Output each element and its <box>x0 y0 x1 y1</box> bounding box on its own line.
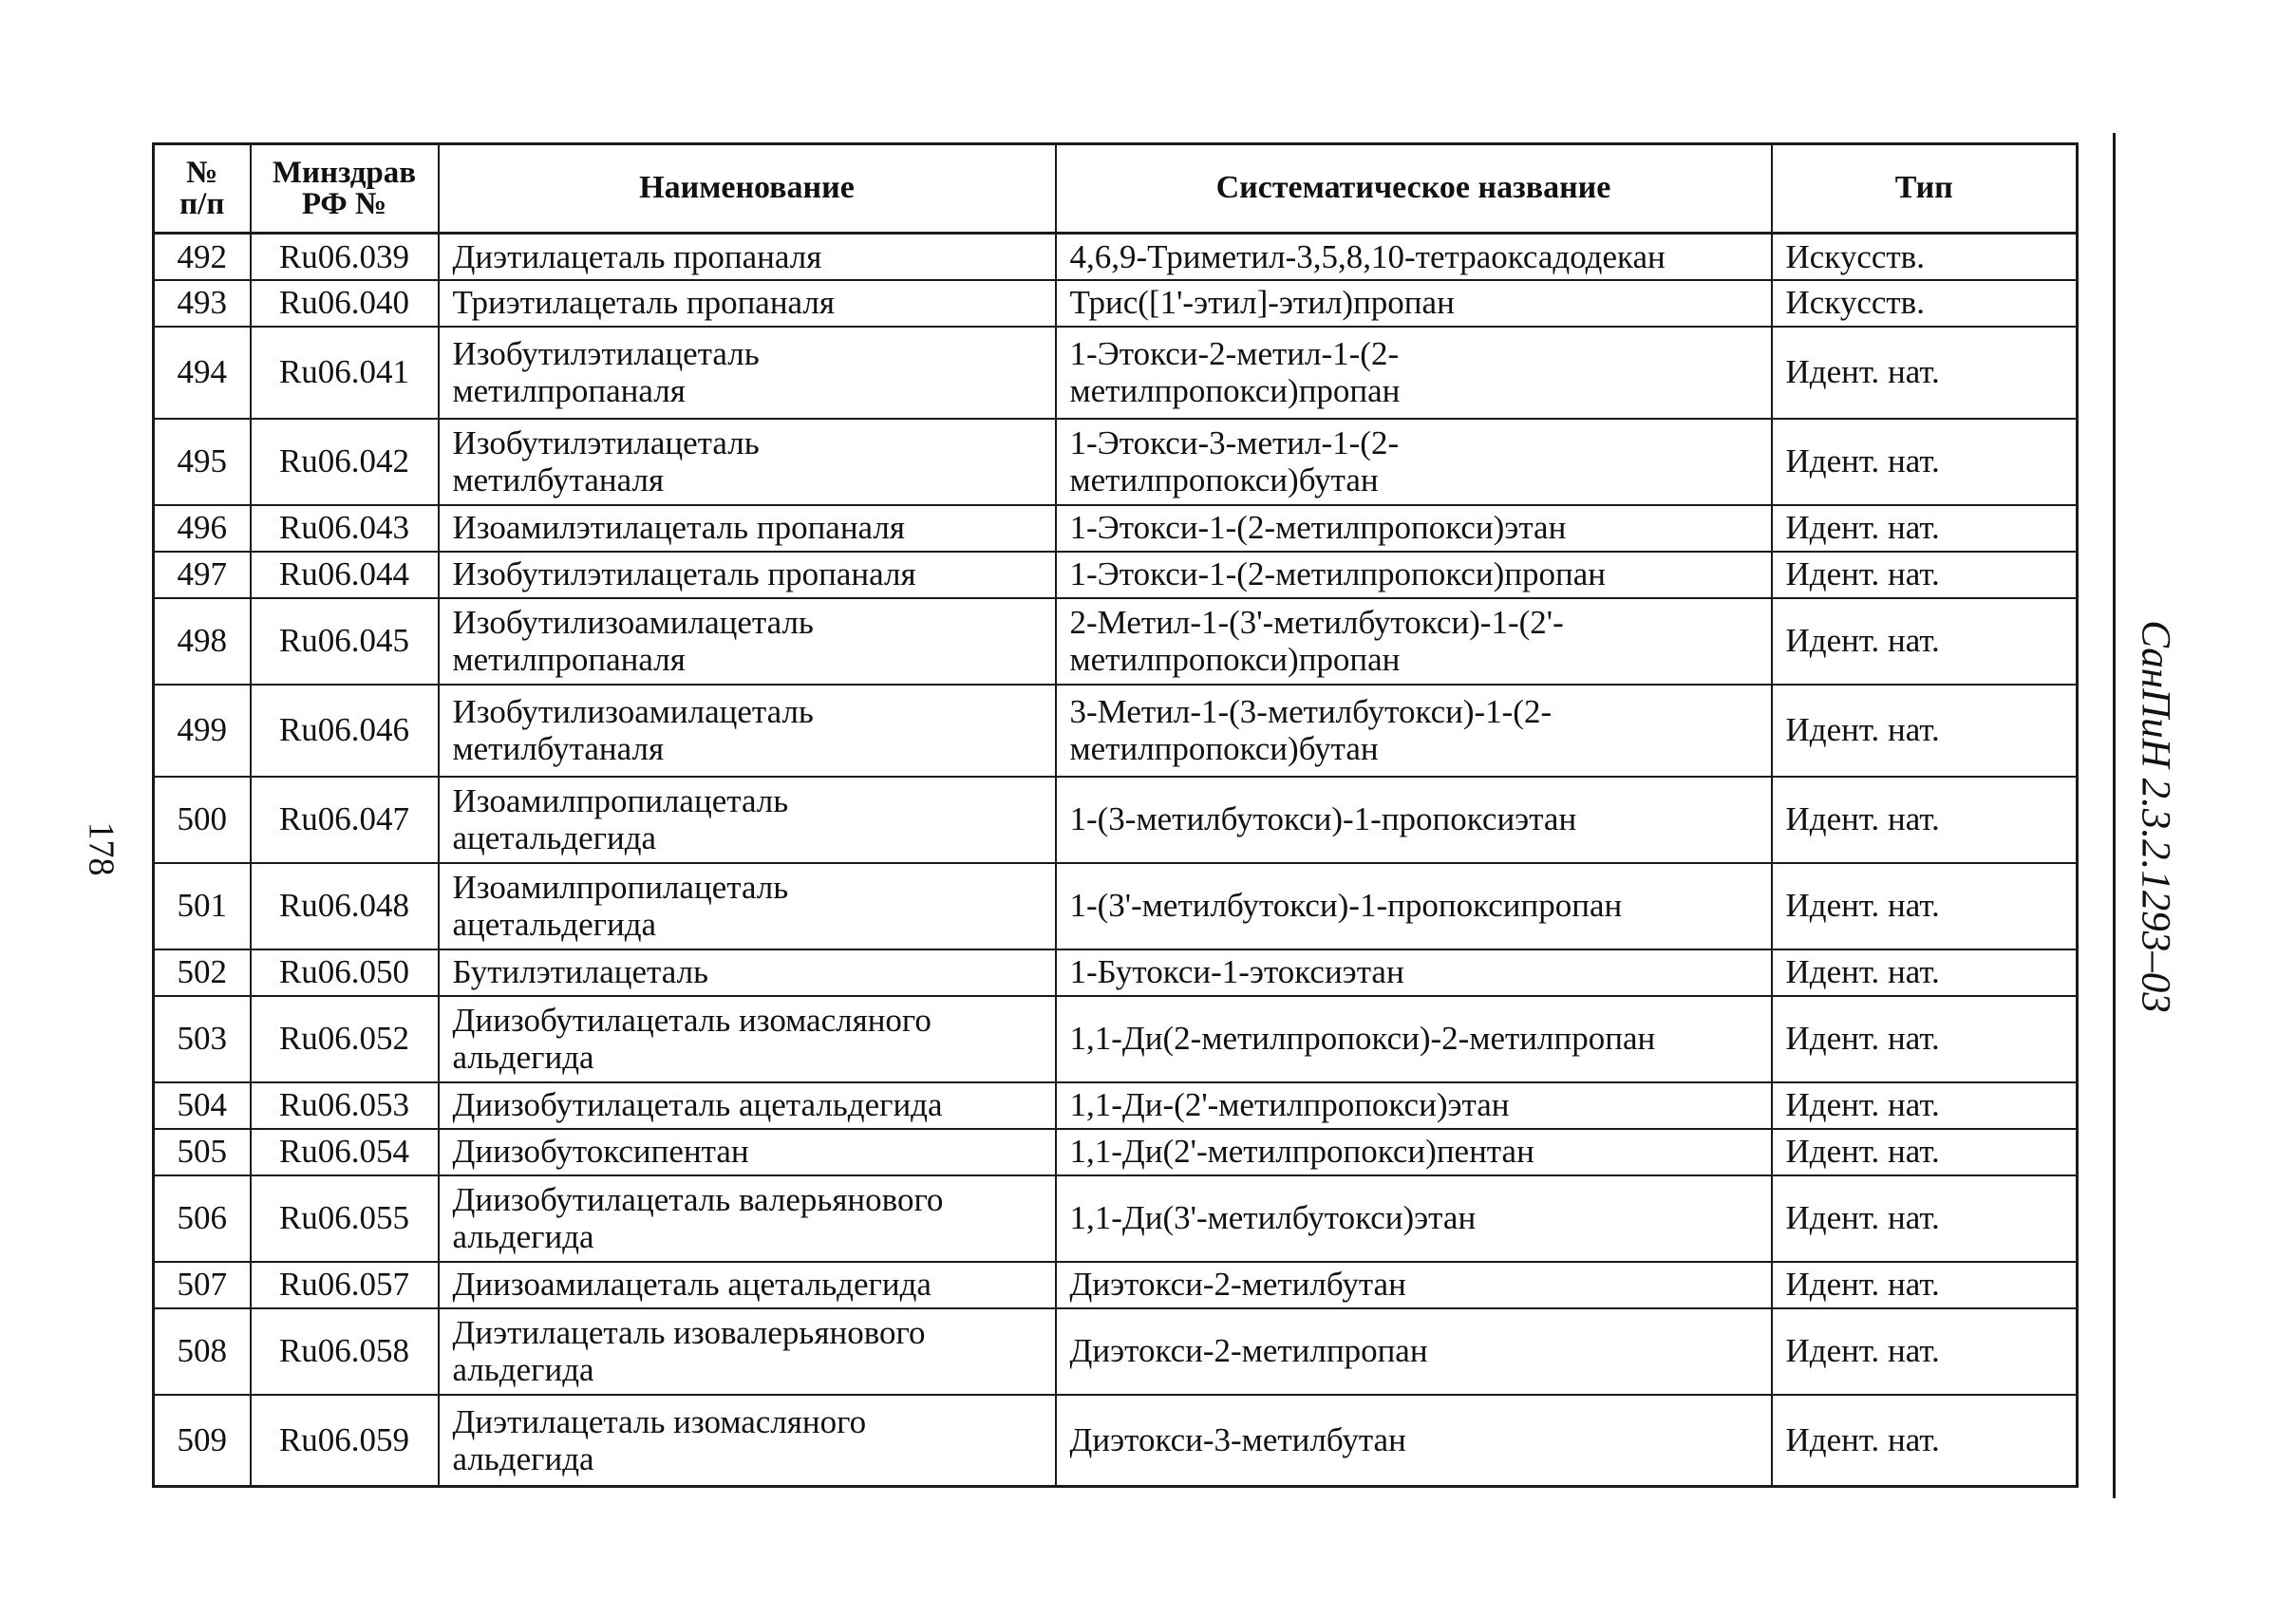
cell-index: 498 <box>154 598 251 685</box>
cell-ministry-number: Ru06.046 <box>251 685 439 777</box>
cell-ministry-number: Ru06.050 <box>251 949 439 996</box>
cell-name: Диизобутилацеталь ацетальдегида <box>439 1082 1056 1129</box>
cell-systematic-name: 1-Бутокси-1-этоксиэтан <box>1056 949 1772 996</box>
cell-ministry-number: Ru06.048 <box>251 863 439 949</box>
cell-systematic-name: 1-Этокси-1-(2-метилпропокси)этан <box>1056 505 1772 552</box>
cell-ministry-number: Ru06.044 <box>251 552 439 598</box>
cell-type: Идент. нат. <box>1772 419 2078 505</box>
page-number: 178 <box>81 821 122 876</box>
cell-index: 504 <box>154 1082 251 1129</box>
table-row <box>154 996 2078 1082</box>
cell-systematic-name: Трис([1'-этил]-этил)пропан <box>1056 280 1772 327</box>
cell-name: Диэтилацеталь изомасляного альдегида <box>439 1395 1056 1487</box>
cell-type: Идент. нат. <box>1772 1308 2078 1395</box>
cell-systematic-name: Диэтокси-3-метилбутан <box>1056 1395 1772 1487</box>
table-row <box>154 280 2078 327</box>
table-row <box>154 419 2078 505</box>
header-systematic-name: Систематическое название <box>1056 144 1772 234</box>
cell-index: 508 <box>154 1308 251 1395</box>
table-row <box>154 1082 2078 1129</box>
cell-ministry-number: Ru06.058 <box>251 1308 439 1395</box>
cell-ministry-number: Ru06.054 <box>251 1129 439 1175</box>
cell-type: Идент. нат. <box>1772 863 2078 949</box>
cell-index: 503 <box>154 996 251 1082</box>
cell-name: Изоамилпропилацеталь ацетальдегида <box>439 863 1056 949</box>
cell-index: 505 <box>154 1129 251 1175</box>
cell-systematic-name: 1-Этокси-1-(2-метилпропокси)пропан <box>1056 552 1772 598</box>
header-index: № п/п <box>154 144 251 234</box>
table-row <box>154 1308 2078 1395</box>
cell-type: Идент. нат. <box>1772 505 2078 552</box>
table-row <box>154 552 2078 598</box>
table-row <box>154 1175 2078 1262</box>
cell-index: 494 <box>154 327 251 419</box>
table-row <box>154 1395 2078 1487</box>
cell-ministry-number: Ru06.047 <box>251 777 439 863</box>
cell-name: Диизобутоксипентан <box>439 1129 1056 1175</box>
table-row <box>154 949 2078 996</box>
cell-systematic-name: 1,1-Ди(2-метилпропокси)-2-метилпропан <box>1056 996 1772 1082</box>
cell-systematic-name: 1-Этокси-3-метил-1-(2- метилпропокси)бутан <box>1056 419 1772 505</box>
cell-name: Диэтилацеталь пропаналя <box>439 234 1056 280</box>
cell-systematic-name: 4,6,9-Триметил-3,5,8,10-тетраоксадодекан <box>1056 234 1772 280</box>
cell-ministry-number: Ru06.039 <box>251 234 439 280</box>
header-type: Тип <box>1772 144 2078 234</box>
cell-type: Идент. нат. <box>1772 685 2078 777</box>
cell-name: Диизобутилацеталь валерьянового альдегида <box>439 1175 1056 1262</box>
cell-index: 497 <box>154 552 251 598</box>
cell-ministry-number: Ru06.053 <box>251 1082 439 1129</box>
cell-name: Изоамилпропилацеталь ацетальдегида <box>439 777 1056 863</box>
cell-name: Изобутилэтилацеталь метилпропаналя <box>439 327 1056 419</box>
cell-ministry-number: Ru06.059 <box>251 1395 439 1487</box>
cell-index: 495 <box>154 419 251 505</box>
cell-systematic-name: Диэтокси-2-метилбутан <box>1056 1262 1772 1308</box>
cell-systematic-name: 3-Метил-1-(3-метилбутокси)-1-(2- метилпропокси)бутан <box>1056 685 1772 777</box>
table-row <box>154 685 2078 777</box>
cell-index: 496 <box>154 505 251 552</box>
cell-systematic-name: 1-(3'-метилбутокси)-1-пропоксипропан <box>1056 863 1772 949</box>
cell-index: 509 <box>154 1395 251 1487</box>
cell-systematic-name: Диэтокси-2-метилпропан <box>1056 1308 1772 1395</box>
table-row <box>154 598 2078 685</box>
header-ministry-number: Минздрав РФ № <box>251 144 439 234</box>
table-row <box>154 863 2078 949</box>
cell-index: 500 <box>154 777 251 863</box>
cell-systematic-name: 1-Этокси-2-метил-1-(2- метилпропокси)пропан <box>1056 327 1772 419</box>
cell-index: 493 <box>154 280 251 327</box>
table-row <box>154 234 2078 280</box>
cell-name: Диэтилацеталь изовалерьянового альдегида <box>439 1308 1056 1395</box>
cell-name: Изоамилэтилацеталь пропаналя <box>439 505 1056 552</box>
cell-ministry-number: Ru06.057 <box>251 1262 439 1308</box>
header-row <box>154 144 2078 234</box>
cell-name: Изобутилизоамилацеталь метилпропаналя <box>439 598 1056 685</box>
flavoring-substances-table <box>152 142 2079 1488</box>
cell-type: Идент. нат. <box>1772 1082 2078 1129</box>
cell-name: Диизобутилацеталь изомасляного альдегида <box>439 996 1056 1082</box>
cell-name: Изобутилэтилацеталь метилбутаналя <box>439 419 1056 505</box>
table-row <box>154 505 2078 552</box>
side-rule <box>2113 133 2116 1498</box>
cell-index: 499 <box>154 685 251 777</box>
cell-systematic-name: 1,1-Ди(3'-метилбутокси)этан <box>1056 1175 1772 1262</box>
cell-type: Идент. нат. <box>1772 1129 2078 1175</box>
table-row <box>154 1262 2078 1308</box>
cell-ministry-number: Ru06.042 <box>251 419 439 505</box>
cell-name: Триэтилацеталь пропаналя <box>439 280 1056 327</box>
cell-index: 502 <box>154 949 251 996</box>
cell-index: 507 <box>154 1262 251 1308</box>
cell-type: Идент. нат. <box>1772 1395 2078 1487</box>
cell-name: Бутилэтилацеталь <box>439 949 1056 996</box>
cell-index: 501 <box>154 863 251 949</box>
cell-type: Искусств. <box>1772 234 2078 280</box>
cell-type: Идент. нат. <box>1772 327 2078 419</box>
cell-systematic-name: 2-Метил-1-(3'-метилбутокси)-1-(2'- метилпропокси)пропан <box>1056 598 1772 685</box>
table-body <box>154 234 2078 1487</box>
cell-index: 506 <box>154 1175 251 1262</box>
cell-ministry-number: Ru06.041 <box>251 327 439 419</box>
table-row <box>154 327 2078 419</box>
running-head: СанПиН 2.3.2.1293–03 <box>2133 620 2178 1013</box>
cell-systematic-name: 1-(3-метилбутокси)-1-пропоксиэтан <box>1056 777 1772 863</box>
cell-type: Идент. нат. <box>1772 598 2078 685</box>
cell-name: Изобутилизоамилацеталь метилбутаналя <box>439 685 1056 777</box>
cell-type: Идент. нат. <box>1772 949 2078 996</box>
cell-type: Идент. нат. <box>1772 996 2078 1082</box>
cell-ministry-number: Ru06.052 <box>251 996 439 1082</box>
table-row <box>154 1129 2078 1175</box>
cell-index: 492 <box>154 234 251 280</box>
cell-systematic-name: 1,1-Ди(2'-метилпропокси)пентан <box>1056 1129 1772 1175</box>
cell-type: Искусств. <box>1772 280 2078 327</box>
cell-ministry-number: Ru06.055 <box>251 1175 439 1262</box>
cell-type: Идент. нат. <box>1772 777 2078 863</box>
cell-ministry-number: Ru06.040 <box>251 280 439 327</box>
cell-type: Идент. нат. <box>1772 552 2078 598</box>
cell-systematic-name: 1,1-Ди-(2'-метилпропокси)этан <box>1056 1082 1772 1129</box>
cell-name: Изобутилэтилацеталь пропаналя <box>439 552 1056 598</box>
cell-name: Диизоамилацеталь ацетальдегида <box>439 1262 1056 1308</box>
cell-ministry-number: Ru06.043 <box>251 505 439 552</box>
cell-ministry-number: Ru06.045 <box>251 598 439 685</box>
cell-type: Идент. нат. <box>1772 1175 2078 1262</box>
table-row <box>154 777 2078 863</box>
header-name: Наименование <box>439 144 1056 234</box>
cell-type: Идент. нат. <box>1772 1262 2078 1308</box>
